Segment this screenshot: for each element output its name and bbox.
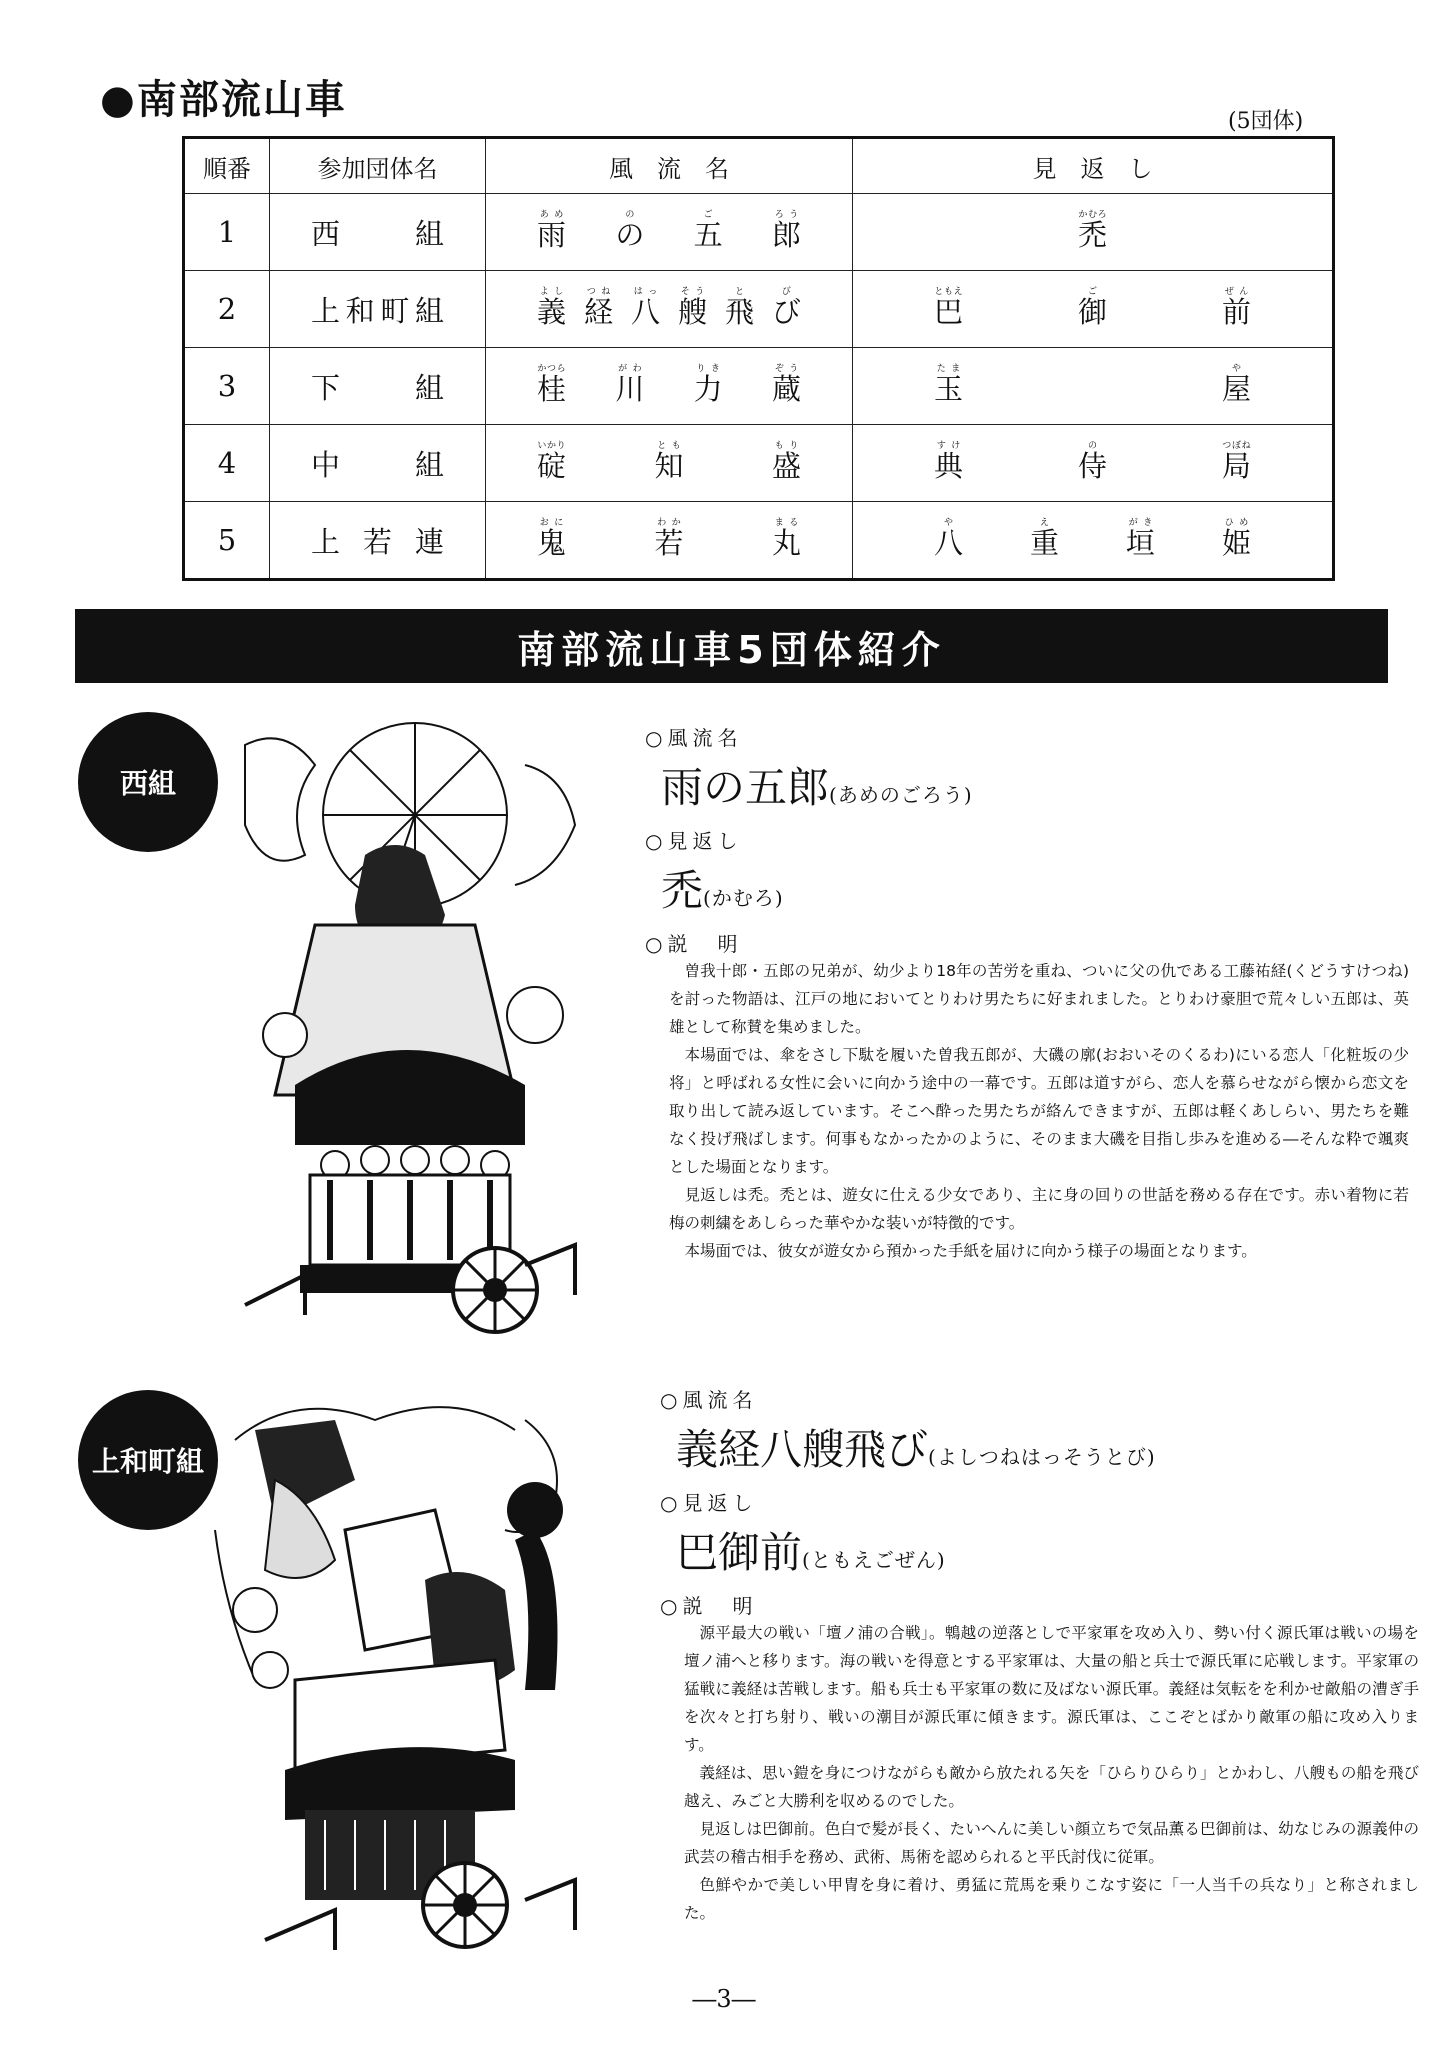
float-drawing-icon (225, 705, 595, 1345)
group-char: 下 (311, 370, 341, 405)
cell-group (270, 348, 486, 425)
ruby-char: 艘そう (677, 287, 707, 329)
ruby-text (854, 364, 1331, 408)
cell-mikaeshi (853, 502, 1334, 580)
cell-furyu (486, 348, 853, 425)
desc-paragraph: 本場面では、彼女が遊女から預かった手紙を届けに向かう様子の場面となります。 (684, 1242, 1257, 1260)
table-row (184, 425, 1334, 502)
group-char: 和 (345, 293, 375, 328)
group-char: 上 (311, 524, 341, 559)
mikaeshi-label: ○見返し (645, 829, 743, 853)
ruby-char: 五ご (693, 210, 723, 252)
desc-paragraph: 本場面では、傘をさし下駄を履いた曽我五郎が、大磯の廓(おおいそのくるわ)にいる恋人「化粧坂の少将」と呼ばれる女性に会いに向かう途中の一幕です。五郎は道すがら、恋人を慕らせながら懐から恋文を取り出して読み返しています。そこへ酔った男たちが絡んできますが、五郎は軽くあしらい、男たちを難なく投げ飛ばします。何事もなかったかのように、そのまま大磯を目指し歩みを進める―そんな粋で颯爽とした場面となります。 (669, 1046, 1409, 1176)
cell-mikaeshi (853, 425, 1334, 502)
cell-mikaeshi (853, 194, 1334, 271)
page-title: ●南部流山車 (100, 77, 347, 123)
group-char: 組 (414, 370, 444, 405)
header-group: 参加団体名 (270, 138, 486, 194)
float-illustration-nishi (225, 705, 595, 1345)
ruby-char: 侍の (1077, 441, 1107, 483)
ruby-text (854, 441, 1331, 485)
ruby-text (854, 287, 1331, 331)
ruby-text (487, 518, 851, 562)
group-char: 若 (362, 524, 392, 559)
description (669, 957, 1409, 1265)
ruby-char: 典すけ (934, 441, 964, 483)
ruby-char: 局つぼね (1221, 441, 1251, 483)
group-badge: 西組 (78, 712, 218, 852)
group-char: 西 (311, 216, 341, 251)
cell-group (270, 271, 486, 348)
ruby-char: 巴ともえ (934, 287, 964, 329)
group-char: 連 (414, 524, 444, 559)
ruby-char: 鬼おに (537, 518, 567, 560)
group-name (271, 366, 484, 407)
furyu-label: ○風流名 (645, 726, 743, 750)
ruby-char: びび (771, 287, 801, 329)
ruby-char: のの (615, 210, 645, 252)
description (684, 1619, 1419, 1927)
group-name (271, 289, 484, 330)
ruby-char: 八や (934, 518, 964, 560)
ruby-char: 郎ろう (771, 210, 801, 252)
header-furyu: 風 流 名 (486, 138, 853, 194)
furyu-name (676, 1417, 1419, 1477)
desc-label: ○説 明 (660, 1594, 758, 1618)
furyu-kana: (よしつねはっそうとび) (928, 1445, 1156, 1469)
ruby-char: 屋や (1221, 364, 1251, 406)
desc-paragraph: 見返しは巴御前。色白で髪が長く、たいへんに美しい顔立ちで気品薫る巴御前は、幼なじみの源義仲の武芸の稽古相手を務め、武術、馬術を認められると平氏討伐に従軍。 (684, 1820, 1419, 1866)
cell-no: 3 (184, 348, 270, 425)
desc-paragraph: 曽我十郎・五郎の兄弟が、幼少より18年の苦労を重ね、ついに父の仇である工藤祐経(くどうすけつね)を討った物語は、江戸の地においてとりわけ男たちに好まれました。とりわけ豪胆で荒々しい五郎は、英雄として称賛を集めました。 (669, 962, 1409, 1036)
ruby-char: 禿かむろ (1077, 210, 1107, 252)
desc-label: ○説 明 (645, 932, 743, 956)
group-char: 中 (311, 447, 341, 482)
ruby-char: 盛もり (771, 441, 801, 483)
desc-paragraph: 義経は、思い鎧を身につけながらも敵から放たれる矢を「ひらりひらり」とかわし、八艘もの船を飛び越え、みごと大勝利を収めるのでした。 (684, 1764, 1419, 1810)
cell-furyu (486, 502, 853, 580)
cell-furyu (486, 271, 853, 348)
ruby-char: 垣がき (1125, 518, 1155, 560)
cell-group (270, 425, 486, 502)
header-no: 順番 (184, 138, 270, 194)
ruby-char: 川がわ (615, 364, 645, 406)
mikaeshi-label: ○見返し (660, 1491, 758, 1515)
desc-paragraph: 見返しは禿。禿とは、遊女に仕える少女であり、主に身の回りの世話を務める存在です。赤い着物に若梅の刺繍をあしらった華やかな装いが特徴的です。 (669, 1186, 1409, 1232)
mikaeshi-name (661, 858, 1409, 918)
section-banner: 南部流山車5団体紹介 (75, 609, 1388, 683)
cell-mikaeshi (853, 271, 1334, 348)
ruby-char: 雨あめ (537, 210, 567, 252)
ruby-char: 力りき (693, 364, 723, 406)
mikaeshi-name (676, 1520, 1419, 1580)
header-mikaeshi: 見 返 し (853, 138, 1334, 194)
cell-group (270, 502, 486, 580)
ruby-char: 義よし (537, 287, 567, 329)
ruby-text (487, 441, 851, 485)
group-badge: 上和町組 (78, 1390, 218, 1530)
group-count: (5団体) (1228, 109, 1304, 134)
ruby-char: 経つね (583, 287, 613, 329)
furyu-label: ○風流名 (660, 1388, 758, 1412)
table-header-row (184, 138, 1334, 194)
ruby-char: 蔵ぞう (771, 364, 801, 406)
furyu-kana: (あめのごろう) (829, 783, 973, 807)
ruby-char: 前ぜん (1221, 287, 1251, 329)
ruby-char: 姫ひめ (1221, 518, 1251, 560)
group-name (271, 520, 484, 561)
section-nishi (645, 722, 1409, 1265)
furyu-name-text: 義経八艘飛び (676, 1425, 929, 1474)
ruby-text (854, 518, 1331, 562)
furyu-name-text: 雨の五郎 (661, 763, 830, 812)
cell-no: 4 (184, 425, 270, 502)
desc-paragraph: 色鮮やかで美しい甲冑を身に着け、勇猛に荒馬を乗りこなす姿に「一人当千の兵なり」と称されました。 (684, 1876, 1419, 1922)
ruby-text (487, 364, 851, 408)
cell-furyu (486, 194, 853, 271)
mikaeshi-name-text: 巴御前 (676, 1528, 803, 1577)
float-illustration-kamiwacho (195, 1380, 615, 1960)
ruby-char: 八はっ (630, 287, 660, 329)
ruby-text (487, 287, 851, 331)
mikaeshi-name-text: 禿 (661, 866, 704, 915)
furyu-name (661, 755, 1409, 815)
lineup-table (182, 136, 1335, 581)
ruby-text (854, 210, 1331, 254)
ruby-char: 桂かつら (537, 364, 567, 406)
cell-furyu (486, 425, 853, 502)
mikaeshi-kana: (かむろ) (703, 886, 784, 910)
cell-mikaeshi (853, 348, 1334, 425)
group-char: 組 (414, 293, 444, 328)
page-number: ―3― (692, 1985, 756, 2013)
table-row (184, 194, 1334, 271)
ruby-char: 丸まる (771, 518, 801, 560)
cell-no: 1 (184, 194, 270, 271)
group-name (271, 443, 484, 484)
cell-no: 5 (184, 502, 270, 580)
table-row (184, 348, 1334, 425)
section-kamiwacho (660, 1384, 1419, 1927)
table-row (184, 271, 1334, 348)
cell-group (270, 194, 486, 271)
float-drawing-icon (195, 1380, 615, 1960)
group-char: 組 (414, 447, 444, 482)
ruby-char: 御ご (1077, 287, 1107, 329)
group-name (271, 212, 484, 253)
group-char: 上 (311, 293, 341, 328)
group-char: 組 (414, 216, 444, 251)
ruby-char: 知とも (654, 441, 684, 483)
mikaeshi-kana: (ともえごぜん) (802, 1548, 946, 1572)
table-row (184, 502, 1334, 580)
ruby-char: 重え (1029, 518, 1059, 560)
cell-no: 2 (184, 271, 270, 348)
ruby-text (487, 210, 851, 254)
desc-paragraph: 源平最大の戦い「壇ノ浦の合戦」。鵯越の逆落としで平家軍を攻め入り、勢い付く源氏軍は戦いの場を壇ノ浦へと移ります。海の戦いを得意とする平家軍は、大量の船と兵士で源氏軍に応戦します。平家軍の猛戦に義経は苦戦します。船も兵士も平家軍の数に及ばない源氏軍。義経は気転をを利かせ敵船の漕ぎ手を次々と打ち射り、戦いの潮目が源氏軍に傾きます。源氏軍は、ここぞとばかり敵軍の船に攻め入ります。 (684, 1624, 1419, 1754)
ruby-char: 玉たま (934, 364, 964, 406)
group-char: 町 (380, 293, 410, 328)
ruby-char: 碇いかり (537, 441, 567, 483)
ruby-char: 若わか (654, 518, 684, 560)
ruby-char: 飛と (724, 287, 754, 329)
